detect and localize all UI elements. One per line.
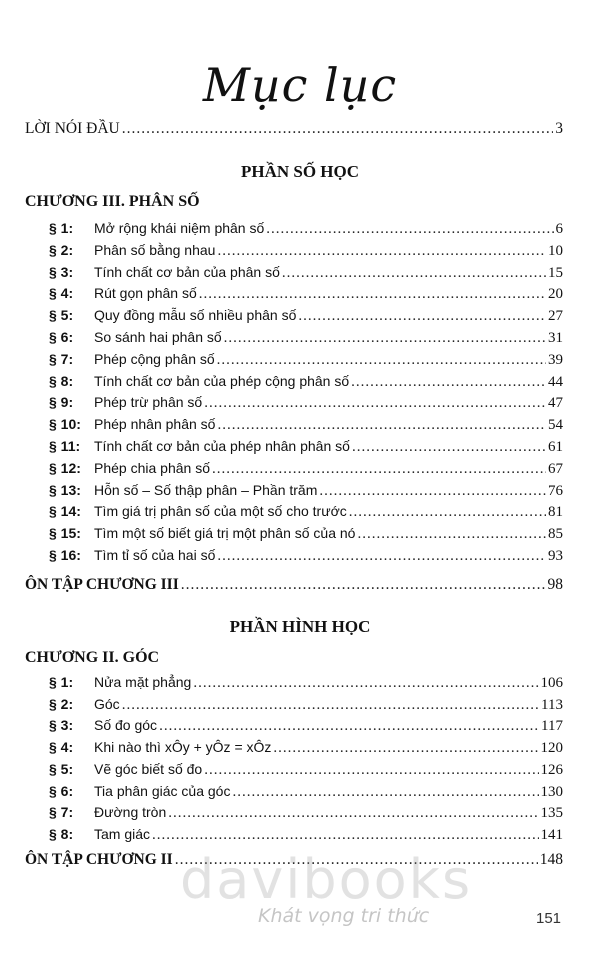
dot-leader [122, 120, 554, 138]
dot-leader [217, 242, 546, 260]
toc-entry-review-chapter-3 [25, 576, 563, 594]
section-number: § 1: [49, 674, 74, 690]
section-title: Tìm giá trị phân số của một số cho trước [94, 503, 347, 520]
dot-leader [319, 482, 546, 500]
section-number: § 2: [49, 695, 74, 712]
section-page: 120 [540, 740, 563, 757]
dot-leader [168, 804, 538, 822]
toc-entry-page: 3 [555, 120, 563, 137]
toc-section-row [49, 284, 563, 303]
dot-leader [212, 460, 546, 478]
section-title: Rút gọn phân số [94, 285, 197, 302]
dot-leader [217, 416, 546, 434]
toc-entry-label: ÔN TẬP CHƯƠNG II [25, 851, 173, 868]
section-title: Phép chia phân số [94, 459, 210, 476]
section-title: Tam giác [94, 825, 151, 842]
page-title: Mục lục [202, 58, 398, 112]
section-title: Tìm một số biết giá trị một phân số của nó [94, 525, 356, 542]
dot-leader [152, 826, 538, 844]
section-title: Đường tròn [94, 804, 167, 821]
section-number: § 15: [49, 525, 81, 542]
chapter-heading-fractions: CHƯƠNG III. PHÂN SỐ [25, 193, 200, 210]
section-title: Mở rộng khái niệm phân số [94, 220, 265, 236]
section-page: 15 [548, 264, 563, 281]
section-number: § 6: [49, 329, 74, 345]
toc-section-row [49, 673, 563, 692]
dot-leader [181, 576, 546, 594]
toc-section-row [49, 306, 563, 325]
section-title: Tính chất cơ bản của phân số [94, 263, 280, 280]
dot-leader [199, 285, 546, 303]
section-number: § 1: [49, 220, 74, 236]
section-page: 10 [548, 242, 563, 259]
section-page: 67 [548, 460, 563, 477]
section-number: § 12: [49, 459, 81, 476]
toc-section-row [49, 502, 563, 521]
toc-section-row [49, 695, 563, 714]
toc-section-row [49, 481, 563, 500]
toc-section-row [49, 350, 563, 369]
section-page: 93 [548, 548, 563, 564]
dot-leader [193, 674, 538, 692]
section-page: 135 [540, 805, 563, 822]
toc-section-row [49, 716, 563, 735]
dot-leader [273, 739, 538, 757]
dot-leader [357, 525, 546, 543]
section-page: 106 [540, 675, 563, 691]
section-number: § 16: [49, 547, 81, 563]
section-title: Tìm tỉ số của hai số [94, 547, 216, 563]
toc-section-row [49, 803, 563, 822]
section-number: § 4: [49, 285, 74, 302]
toc-section-row [49, 437, 563, 456]
section-page: 39 [548, 351, 563, 368]
toc-section-row [49, 219, 563, 238]
toc-section-row [49, 241, 563, 260]
dot-leader [352, 438, 546, 456]
section-title: Phép trừ phân số [94, 394, 203, 411]
dot-leader [351, 373, 546, 391]
section-title: Quy đồng mẫu số nhiều phân số [94, 307, 297, 324]
section-page: 31 [548, 330, 563, 346]
toc-section-row [49, 328, 563, 347]
dot-leader [204, 394, 546, 412]
section-title: Phân số bằng nhau [94, 241, 216, 258]
section-number: § 3: [49, 263, 74, 280]
section-title: Tính chất cơ bản của phép nhân phân số [94, 438, 350, 454]
section-page: 61 [548, 439, 563, 455]
section-page: 47 [548, 395, 563, 412]
section-page: 6 [555, 221, 563, 237]
section-title: Nửa mặt phẳng [94, 674, 192, 690]
section-title: Số đo góc [94, 717, 158, 734]
toc-section-row [49, 372, 563, 391]
dot-leader [349, 503, 546, 521]
toc-entry-page: 148 [539, 851, 563, 868]
watermark-tagline: Khát vọng tri thức [258, 905, 430, 927]
toc-section-row [49, 415, 563, 434]
chapter-heading-angles: CHƯƠNG II. GÓC [25, 649, 160, 666]
toc-section-row [49, 459, 563, 478]
section-number: § 14: [49, 503, 81, 520]
section-page: 81 [548, 504, 563, 521]
section-page: 20 [548, 286, 563, 303]
section-page: 126 [540, 761, 563, 778]
dot-leader [282, 264, 546, 282]
section-number: § 8: [49, 825, 74, 842]
toc-section-row [49, 546, 563, 565]
section-page: 113 [541, 696, 563, 713]
section-number: § 7: [49, 350, 74, 367]
dot-leader [122, 696, 539, 714]
section-page: 141 [540, 826, 563, 843]
section-title: Hỗn số – Số thập phân – Phần trăm [94, 481, 318, 498]
section-number: § 2: [49, 241, 74, 258]
section-page: 117 [541, 718, 563, 735]
dot-leader [159, 717, 539, 735]
section-number: § 3: [49, 717, 74, 734]
section-number: § 10: [49, 416, 81, 433]
section-number: § 13: [49, 481, 81, 498]
dot-leader [217, 351, 546, 369]
section-page: 85 [548, 526, 563, 543]
toc-section-row [49, 524, 563, 543]
section-number: § 9: [49, 394, 74, 411]
dot-leader [298, 307, 546, 325]
section-number: § 8: [49, 372, 74, 389]
section-number: § 6: [49, 782, 74, 799]
dot-leader [232, 783, 538, 801]
section-page: 130 [540, 783, 563, 800]
dot-leader [204, 761, 538, 779]
toc-section-row [49, 782, 563, 801]
toc-section-row [49, 738, 563, 757]
toc-section-row [49, 760, 563, 779]
section-title: Góc [94, 695, 120, 712]
section-number: § 4: [49, 739, 74, 756]
toc-section-row [49, 263, 563, 282]
toc-section-row [49, 825, 563, 844]
section-number: § 5: [49, 760, 74, 777]
part-heading-geometry: PHẦN HÌNH HỌC [229, 617, 371, 636]
part-heading-arithmetic: PHẦN SỐ HỌC [240, 162, 360, 181]
dot-leader [266, 220, 553, 238]
dot-leader [224, 329, 546, 347]
toc-entry-label: ÔN TẬP CHƯƠNG III [25, 576, 179, 593]
toc-entry-label: LỜI NÓI ĐẦU [25, 120, 120, 137]
watermark-brand: davibooks [180, 848, 473, 911]
toc-entry-page: 98 [547, 576, 563, 593]
section-number: § 5: [49, 307, 74, 324]
section-title: Tính chất cơ bản của phép cộng phân số [94, 372, 350, 389]
section-page: 27 [548, 308, 563, 325]
section-title: Phép cộng phân số [94, 350, 215, 367]
section-title: Khi nào thì xÔy + yÔz = xÔz [94, 739, 272, 756]
page-number: 151 [536, 910, 562, 927]
section-title: So sánh hai phân số [94, 329, 222, 345]
section-page: 54 [548, 417, 563, 434]
toc-section-row [49, 393, 563, 412]
section-number: § 11: [49, 438, 81, 454]
section-title: Tia phân giác của góc [94, 782, 231, 799]
section-title: Phép nhân phân số [94, 416, 216, 433]
section-page: 44 [548, 373, 563, 390]
dot-leader [217, 547, 546, 565]
section-number: § 7: [49, 804, 74, 821]
section-title: Vẽ góc biết số đo [94, 760, 203, 777]
toc-entry-intro [25, 120, 563, 138]
section-page: 76 [548, 482, 563, 499]
